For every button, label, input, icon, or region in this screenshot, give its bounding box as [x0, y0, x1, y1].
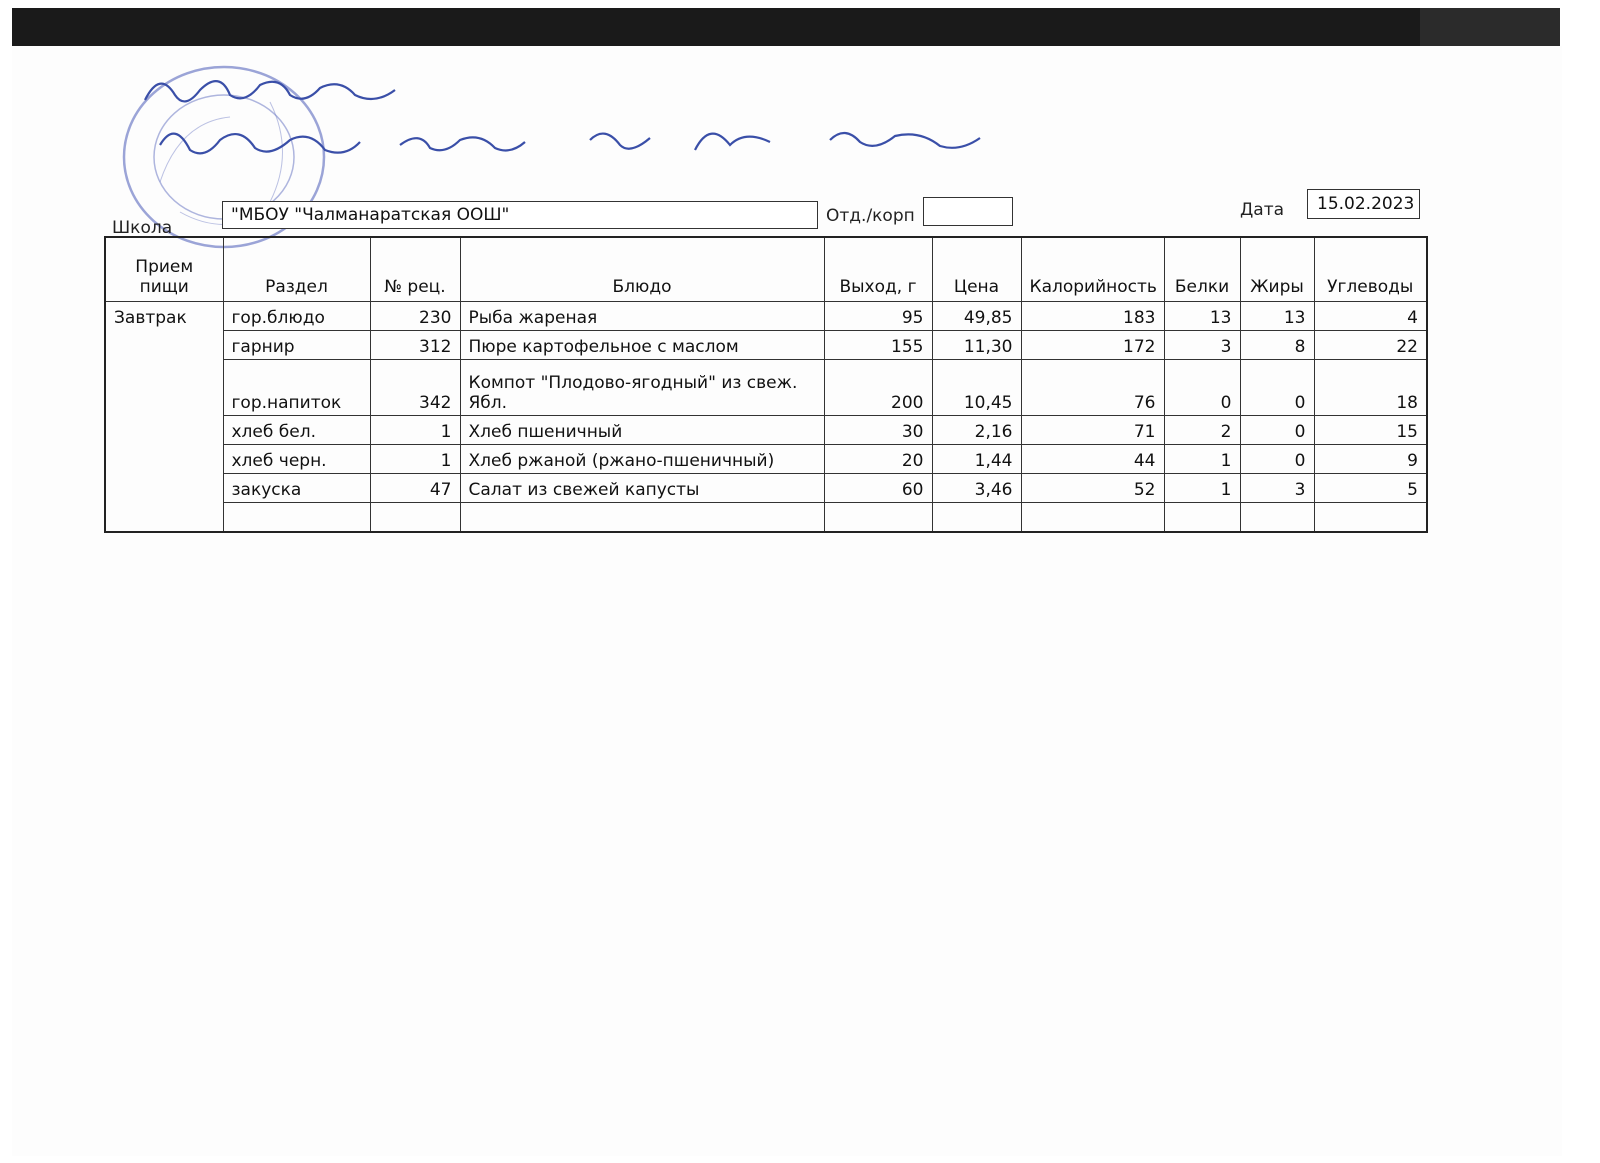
- table-row: [105, 330, 1427, 359]
- empty-cell: [1240, 502, 1314, 532]
- price-cell: 49,85: [932, 301, 1021, 330]
- table-row: [105, 415, 1427, 444]
- empty-cell: [824, 502, 932, 532]
- dish-cell: Хлеб ржаной (ржано-пшеничный): [460, 444, 824, 473]
- protein-cell: 1: [1164, 444, 1240, 473]
- scan-edge-top: [12, 8, 1420, 46]
- recipe-cell: 312: [370, 330, 460, 359]
- table-row: [105, 359, 1427, 415]
- school-field: "МБОУ "Чалманаратская ООШ": [222, 201, 818, 229]
- dish-cell: Рыба жареная: [460, 301, 824, 330]
- empty-cell: [1164, 502, 1240, 532]
- col-meal: Прием пищи: [105, 237, 223, 301]
- yield-cell: 200: [824, 359, 932, 415]
- price-cell: 2,16: [932, 415, 1021, 444]
- col-fat: Жиры: [1240, 237, 1314, 301]
- yield-cell: 155: [824, 330, 932, 359]
- fat-cell: 0: [1240, 444, 1314, 473]
- carbs-cell: 15: [1314, 415, 1427, 444]
- yield-cell: 30: [824, 415, 932, 444]
- fat-cell: 13: [1240, 301, 1314, 330]
- price-cell: 11,30: [932, 330, 1021, 359]
- price-cell: 10,45: [932, 359, 1021, 415]
- section-cell: хлеб бел.: [223, 415, 370, 444]
- section-cell: хлеб черн.: [223, 444, 370, 473]
- protein-cell: 3: [1164, 330, 1240, 359]
- recipe-cell: 342: [370, 359, 460, 415]
- col-price: Цена: [932, 237, 1021, 301]
- fat-cell: 8: [1240, 330, 1314, 359]
- dish-cell: Пюре картофельное с маслом: [460, 330, 824, 359]
- dish-cell: Салат из свежей капусты: [460, 473, 824, 502]
- section-cell: гарнир: [223, 330, 370, 359]
- recipe-cell: 1: [370, 444, 460, 473]
- section-cell: гор.напиток: [223, 359, 370, 415]
- dept-field: [923, 197, 1013, 226]
- recipe-cell: 47: [370, 473, 460, 502]
- date-field: 15.02.2023: [1307, 189, 1420, 219]
- empty-cell: [223, 502, 370, 532]
- empty-cell: [932, 502, 1021, 532]
- yield-cell: 20: [824, 444, 932, 473]
- section-cell: закуска: [223, 473, 370, 502]
- section-cell: гор.блюдо: [223, 301, 370, 330]
- empty-cell: [1314, 502, 1427, 532]
- school-label: Школа: [112, 218, 173, 238]
- price-cell: 3,46: [932, 473, 1021, 502]
- kcal-cell: 44: [1021, 444, 1164, 473]
- recipe-cell: 1: [370, 415, 460, 444]
- carbs-cell: 4: [1314, 301, 1427, 330]
- price-cell: 1,44: [932, 444, 1021, 473]
- kcal-cell: 183: [1021, 301, 1164, 330]
- protein-cell: 2: [1164, 415, 1240, 444]
- carbs-cell: 5: [1314, 473, 1427, 502]
- col-section: Раздел: [223, 237, 370, 301]
- col-dish: Блюдо: [460, 237, 824, 301]
- date-label: Дата: [1240, 200, 1285, 220]
- empty-cell: [1021, 502, 1164, 532]
- col-carbs: Углеводы: [1314, 237, 1427, 301]
- dish-cell: Компот "Плодово-ягодный" из свеж. Ябл.: [460, 359, 824, 415]
- col-kcal: Калорийность: [1021, 237, 1164, 301]
- table-row: [105, 473, 1427, 502]
- yield-cell: 60: [824, 473, 932, 502]
- col-recipe: № рец.: [370, 237, 460, 301]
- fat-cell: 0: [1240, 359, 1314, 415]
- table-row: [105, 444, 1427, 473]
- col-protein: Белки: [1164, 237, 1240, 301]
- empty-cell: [370, 502, 460, 532]
- kcal-cell: 52: [1021, 473, 1164, 502]
- protein-cell: 13: [1164, 301, 1240, 330]
- fat-cell: 3: [1240, 473, 1314, 502]
- carbs-cell: 22: [1314, 330, 1427, 359]
- table-row: [105, 301, 1427, 330]
- empty-cell: [460, 502, 824, 532]
- table-header-row: [105, 237, 1427, 301]
- protein-cell: 1: [1164, 473, 1240, 502]
- table-row-empty: [105, 502, 1427, 532]
- col-yield: Выход, г: [824, 237, 932, 301]
- fat-cell: 0: [1240, 415, 1314, 444]
- recipe-cell: 230: [370, 301, 460, 330]
- carbs-cell: 9: [1314, 444, 1427, 473]
- kcal-cell: 76: [1021, 359, 1164, 415]
- carbs-cell: 18: [1314, 359, 1427, 415]
- dept-label: Отд./корп: [826, 206, 915, 226]
- protein-cell: 0: [1164, 359, 1240, 415]
- dish-cell: Хлеб пшеничный: [460, 415, 824, 444]
- yield-cell: 95: [824, 301, 932, 330]
- kcal-cell: 172: [1021, 330, 1164, 359]
- menu-table: [104, 236, 1428, 533]
- kcal-cell: 71: [1021, 415, 1164, 444]
- meal-cell: Завтрак: [105, 301, 223, 532]
- handwritten-approval: [130, 60, 990, 180]
